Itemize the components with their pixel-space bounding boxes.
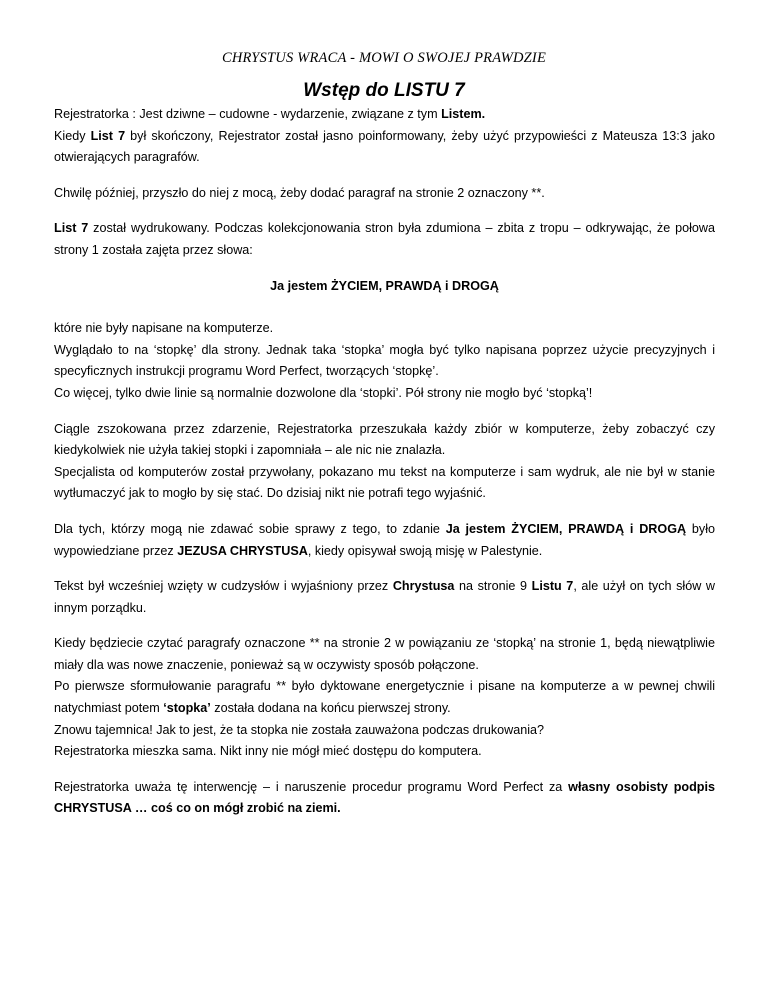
text-run: Tekst był wcześniej wzięty w cudzysłów i wyjaśniony przez	[54, 579, 393, 594]
bold-run: JEZUSA CHRYSTUSA	[177, 543, 308, 558]
text-run: był skończony, Rejestrator został jasno poinformowany, żeby użyć przypowieści z Mateusza 13:3 jako otwierających paragrafów.	[54, 128, 715, 165]
paragraph-lives-alone: Rejestratorka mieszka sama. Nikt inny nie mógł mieć dostępu do komputera.	[54, 744, 482, 759]
bold-run: Chrystusa	[392, 579, 455, 594]
text-run: została dodana na końcu pierwszej strony.	[210, 701, 451, 716]
paragraph-first-wording	[54, 676, 715, 719]
text-run: Kiedy	[54, 128, 91, 143]
quote-line: Ja jestem ŻYCIEM, PRAWDĄ i DROGĄ	[270, 278, 499, 293]
paragraph-signature	[54, 777, 715, 820]
document-header: CHRYSTUS WRACA - MOWI O SWOJEJ PRAWDZIE	[221, 50, 547, 66]
paragraph-reading: Kiedy będziecie czytać paragrafy oznaczone ** na stronie 2 w powiązaniu ze ‘stopką’ na stronie 1, będą niewątpliwie miały dla was nowe znaczenie, ponieważ są w oczywisty sposób połączone.	[54, 636, 715, 672]
bold-run: ‘stopka’	[163, 701, 211, 716]
text-run: został wydrukowany. Podczas kolekcjonowania stron była zdumiona – zbita z tropu – odkrywając, że połowa strony 1 została zajęta przez słowa:	[54, 221, 715, 257]
bold-run: Ja jestem ŻYCIEM, PRAWDĄ i DROGĄ	[445, 521, 687, 536]
document-body	[54, 104, 715, 820]
paragraph-explanation	[54, 519, 715, 562]
text-run: , kiedy opisywał swoją misję w Palestynie.	[307, 543, 543, 558]
text-run: na stronie 9	[454, 579, 532, 594]
paragraph-intro	[54, 104, 715, 126]
bold-run: Listu 7	[531, 579, 574, 594]
paragraph-not-typed: które nie były napisane na komputerze.	[54, 321, 274, 336]
text-run: było wypowiedziane przez	[54, 521, 716, 558]
paragraph-specialist: Specjalista od komputerów został przywołany, pokazano mu tekst na komputerze i sam wydruk, ale nie był w stanie wytłumaczyć jak to mogło by się stać. Do dzisiaj nikt nie potrafi tego wyjaśnić.	[54, 464, 715, 501]
paragraph-list7-finished	[54, 126, 715, 169]
bold-run: własny osobisty podpis CHRYSTUSA … coś co on mógł zrobić na ziemi.	[54, 779, 715, 816]
text-run: Dla tych, którzy mogą nie zdawać sobie sprawy z tego, to zdanie	[54, 521, 446, 536]
text-run: , ale użył on tych słów w innym porządku.	[54, 579, 715, 615]
paragraph-mystery: Znowu tajemnica! Jak to jest, że ta stopka nie została zauważona podczas drukowania?	[54, 722, 545, 737]
text-run: Rejestratorka : Jest dziwne – cudowne - wydarzenie, związane z tym	[54, 107, 442, 121]
text-run: Po pierwsze sformułowanie paragrafu ** było dyktowane energetycznie i pisane na komputerze a w pewnej chwili natychmiast potem	[54, 679, 715, 716]
bold-run: Listem.	[441, 107, 486, 121]
paragraph-two-lines: Co więcej, tylko dwie linie są normalnie dozwolone dla ‘stopki’. Pół strony nie mogło być ‘stopką’!	[54, 385, 593, 400]
paragraph-later: Chwilę później, przyszło do niej z mocą, żeby dodać paragraf na stronie 2 oznaczony **.	[54, 185, 545, 200]
bold-run: List 7	[90, 128, 126, 143]
text-run: Rejestratorka uważa tę interwencję – i naruszenie procedur programu Word Perfect za	[54, 779, 569, 794]
paragraph-quoted-earlier	[54, 576, 715, 619]
paragraph-printed	[54, 218, 715, 261]
paragraph-footer-look: Wyglądało to na ‘stopkę’ dla strony. Jednak taka ‘stopka’ mogła być tylko napisana poprzez użycie precyzyjnych i specyficznych instrukcji programu Word Perfect, tworzących ‘stopkę’.	[54, 342, 715, 379]
document-title: Wstęp do LISTU 7	[303, 80, 465, 101]
paragraph-shocked: Ciągle zszokowana przez zdarzenie, Rejestratorka przeszukała każdy zbiór w komputerze, żeby zobaczyć czy kiedykolwiek nie użyła takiej stopki i zapomniała – ale nic nie znalazła.	[54, 421, 715, 458]
bold-run: List 7	[54, 221, 89, 236]
